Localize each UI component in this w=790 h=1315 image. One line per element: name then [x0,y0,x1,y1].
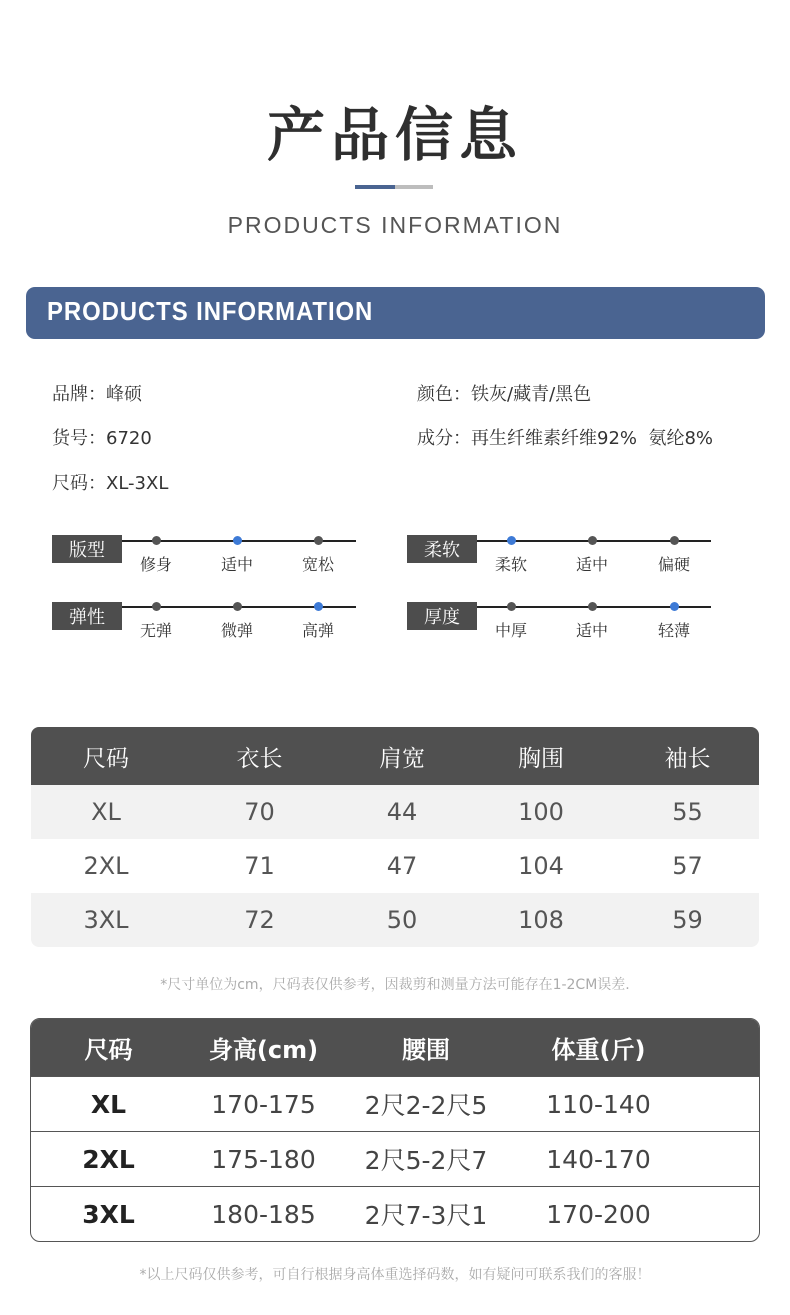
thickness-option-3: 轻薄 [657,621,690,640]
table-cell: 104 [518,852,564,880]
softness-option-2: 适中 [575,555,608,574]
table-cell: 170-175 [211,1089,316,1119]
size-table [31,727,759,947]
thickness-dot-3 [670,602,679,611]
softness-dot-2 [588,536,597,545]
thickness-dot-2 [588,602,597,611]
table-cell: 2尺2-2尺5 [364,1091,488,1120]
thickness-dot-1 [507,602,516,611]
table-cell: 3XL [82,1199,135,1229]
info-brand [52,380,142,406]
size-table-note: *尺寸单位为cm，尺码表仅供参考，因裁剪和测量方法可能存在1-2CM误差. [160,977,630,993]
table-cell: XL [90,1089,127,1119]
softness-dot-3 [670,536,679,545]
table-cell: 71 [244,852,275,880]
table-cell: 140-170 [546,1144,651,1174]
table-cell: 110-140 [546,1089,651,1119]
fit-table-header-cell: 尺码 [84,1036,133,1064]
table-cell: 2XL [83,852,129,880]
fit-dot-2 [233,536,242,545]
page-title: 产品信息 [266,101,523,169]
elasticity-dot-2 [233,602,242,611]
elasticity-option-2: 微弹 [220,621,253,640]
size-table-header-cell: 胸围 [518,745,564,772]
brand-value: 峰硕 [106,384,142,405]
title-divider-accent [355,185,395,189]
section-banner-text: PRODUCTS INFORMATION [47,296,374,326]
size-value: XL-3XL [106,473,169,494]
elasticity-option-1: 无弹 [139,621,172,640]
fit-table [30,1018,760,1242]
page-subtitle: PRODUCTS INFORMATION [227,212,563,238]
fit-dot-3 [314,536,323,545]
table-cell: 57 [672,852,703,880]
material-label: 成分： [417,428,471,449]
elasticity-option-3: 高弹 [301,621,334,640]
fit-table-note: *以上尺码仅供参考，可自行根据身高体重选择码数，如有疑问可联系我们的客服！ [139,1267,651,1283]
table-cell: 2尺7-3尺1 [364,1201,488,1230]
table-cell: 2尺5-2尺7 [364,1146,488,1175]
color-label: 颜色： [417,384,471,405]
table-cell: 180-185 [211,1199,316,1229]
table-cell: 170-200 [546,1199,651,1229]
fit-table-header-cell: 体重(斤) [551,1036,646,1064]
size-table-header-cell: 袖长 [664,745,711,772]
size-table-header [31,727,759,785]
table-cell: 100 [518,798,564,826]
info-material [417,424,713,450]
table-row [31,785,759,839]
table-cell: 47 [386,852,418,880]
fit-option-3: 宽松 [301,555,334,574]
brand-label: 品牌： [52,384,106,405]
fit-option-1: 修身 [139,555,172,574]
table-cell: 59 [672,906,703,934]
info-size [52,469,168,495]
size-table-header-cell: 衣长 [236,745,283,772]
item-number-label: 货号： [52,428,106,449]
table-cell: 3XL [83,906,129,934]
color-value: 铁灰/藏青/黑色 [471,384,592,405]
size-table-header-cell: 肩宽 [379,745,425,772]
table-cell: 50 [386,906,418,934]
fit-table-header-cell: 身高(cm) [208,1036,319,1064]
title-divider [395,185,433,189]
attr-label-thickness: 厚度 [407,602,477,630]
attr-label-fit: 版型 [52,535,122,563]
table-row [31,1076,759,1131]
item-number-value: 6720 [106,428,152,449]
elasticity-dot-3 [314,602,323,611]
thickness-option-1: 中厚 [494,621,527,640]
fit-dot-1 [152,536,161,545]
fit-table-header-cell: 腰围 [402,1036,450,1064]
info-color [417,380,591,406]
softness-dot-1 [507,536,516,545]
table-row [31,1186,759,1241]
table-cell: XL [91,798,121,826]
table-row [31,839,759,893]
info-item-number [52,424,152,450]
fit-option-2: 适中 [220,555,253,574]
softness-option-3: 偏硬 [657,555,690,574]
table-cell: 175-180 [211,1144,316,1174]
table-cell: 2XL [82,1144,135,1174]
table-row [31,893,759,947]
table-cell: 70 [244,798,275,826]
fit-table-header [31,1019,759,1076]
elasticity-dot-1 [152,602,161,611]
size-label: 尺码： [52,473,106,494]
attr-label-softness: 柔软 [407,535,477,563]
softness-option-1: 柔软 [494,555,527,574]
table-cell: 108 [518,906,564,934]
table-row [31,1131,759,1186]
thickness-option-2: 适中 [575,621,608,640]
attr-label-elasticity: 弹性 [52,602,122,630]
size-table-header-cell: 尺码 [83,745,129,772]
material-value: 再生纤维素纤维92% 氨纶8% [471,428,714,449]
table-cell: 72 [244,906,275,934]
table-cell: 44 [386,798,418,826]
table-cell: 55 [672,798,703,826]
